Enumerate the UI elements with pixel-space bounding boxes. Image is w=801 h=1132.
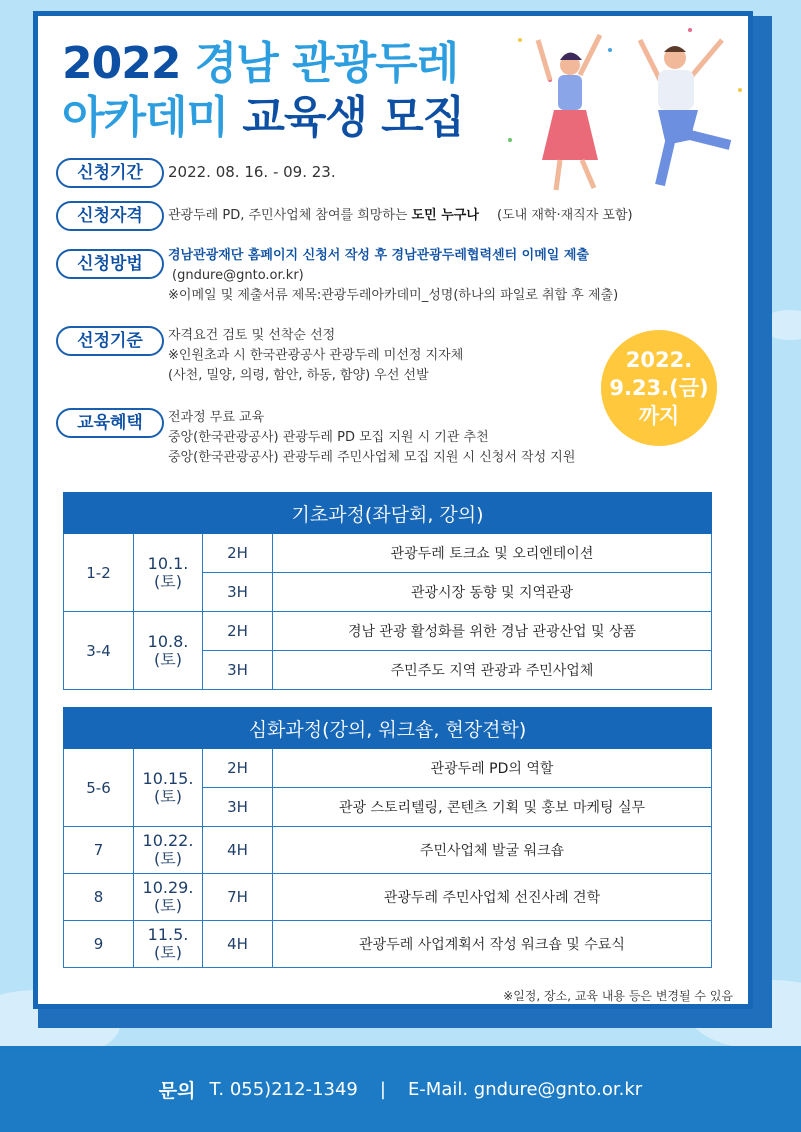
session-hours: 2H — [203, 534, 273, 573]
eligibility-value — [168, 206, 633, 226]
session-date: 10.8. (토) — [134, 612, 203, 690]
table-row — [64, 749, 712, 788]
label-education-benefits: 교육혜택 — [56, 408, 164, 438]
eligibility-bold: 도민 누구나 — [411, 208, 479, 223]
title-year: 2022 — [62, 38, 181, 89]
table-row — [64, 827, 712, 874]
contact-separator: | — [379, 1078, 386, 1100]
title-academy: 아카데미 — [62, 92, 229, 143]
session-hours: 4H — [203, 921, 273, 968]
title-region: 경남 관광두레 — [194, 38, 459, 89]
contact-phone[interactable]: T. 055)212-1349 — [209, 1078, 358, 1100]
session-number: 7 — [64, 827, 134, 874]
session-content: 관광시장 동향 및 지역관광 — [273, 573, 712, 612]
session-hours: 3H — [203, 788, 273, 827]
session-content: 주민사업체 발굴 워크숍 — [273, 827, 712, 874]
application-method-email[interactable]: (gndure@gnto.or.kr) — [172, 268, 304, 283]
session-hours: 4H — [203, 827, 273, 874]
basic-course-table — [63, 492, 712, 690]
basic-course-header: 기초과정(좌담회, 강의) — [64, 493, 712, 534]
table-row — [64, 874, 712, 921]
session-hours: 3H — [203, 651, 273, 690]
session-date: 10.29. (토) — [134, 874, 203, 921]
advanced-course-header: 심화과정(강의, 워크숍, 현장견학) — [64, 708, 712, 749]
session-date: 10.22. (토) — [134, 827, 203, 874]
title-recruit: 교육생 모집 — [242, 92, 465, 143]
session-date: 10.15. (토) — [134, 749, 203, 827]
education-benefits-line-2: 중앙(한국관광공사) 관광두레 PD 모집 지원 시 기관 추천 — [168, 430, 489, 445]
session-number: 5-6 — [64, 749, 134, 827]
contact-footer — [0, 1046, 801, 1132]
application-method-line-1: 경남관광재단 홈페이지 신청서 작성 후 경남관광두레협력센터 이메일 제출 — [168, 248, 589, 263]
session-number: 3-4 — [64, 612, 134, 690]
selection-criteria-line-2: ※인원초과 시 한국관광공사 관광두레 미선정 지자체 — [168, 348, 464, 363]
label-selection-criteria: 선정기준 — [56, 326, 164, 356]
session-content: 관광두레 PD의 역할 — [273, 749, 712, 788]
eligibility-post: (도내 재학·재직자 포함) — [497, 208, 633, 223]
session-date: 10.1. (토) — [134, 534, 203, 612]
session-date: 11.5. (토) — [134, 921, 203, 968]
label-application-method: 신청방법 — [56, 249, 164, 279]
application-method-text — [168, 246, 618, 306]
contact-label: 문의 — [158, 1079, 196, 1102]
eligibility-pre: 관광두레 PD, 주민사업체 참여를 희망하는 — [168, 208, 412, 223]
session-hours: 2H — [203, 749, 273, 788]
table-row — [64, 612, 712, 651]
selection-criteria-line-1: 자격요건 검토 및 선착순 선정 — [168, 328, 336, 343]
session-hours: 2H — [203, 612, 273, 651]
session-content: 관광 스토리텔링, 콘텐츠 기획 및 홍보 마케팅 실무 — [273, 788, 712, 827]
session-number: 8 — [64, 874, 134, 921]
deadline-date: 9.23.(금) — [609, 376, 709, 400]
table-row — [64, 534, 712, 573]
table-row — [64, 921, 712, 968]
label-eligibility: 신청자격 — [56, 201, 164, 231]
session-hours: 7H — [203, 874, 273, 921]
dancing-people-illustration — [490, 20, 750, 200]
deadline-until: 까지 — [638, 404, 680, 428]
title-line-2 — [62, 92, 465, 143]
education-benefits-text — [168, 408, 575, 468]
session-content: 경남 관광 활성화를 위한 경남 관광산업 및 상품 — [273, 612, 712, 651]
title-line-1 — [62, 38, 459, 89]
session-content: 관광두레 사업계획서 작성 워크숍 및 수료식 — [273, 921, 712, 968]
education-benefits-line-3: 중앙(한국관광공사) 관광두레 주민사업체 모집 지원 시 신청서 작성 지원 — [168, 450, 576, 465]
education-benefits-line-1: 전과정 무료 교육 — [168, 410, 265, 425]
schedule-change-note: ※일정, 장소, 교육 내용 등은 변경될 수 있음 — [503, 989, 733, 1003]
session-content: 관광두레 토크쇼 및 오리엔테이션 — [273, 534, 712, 573]
session-content: 관광두레 주민사업체 선진사례 견학 — [273, 874, 712, 921]
session-hours: 3H — [203, 573, 273, 612]
session-content: 주민주도 지역 관광과 주민사업체 — [273, 651, 712, 690]
deadline-badge — [601, 330, 717, 446]
label-application-period: 신청기간 — [56, 158, 164, 188]
selection-criteria-text — [168, 326, 463, 386]
advanced-course-table — [63, 707, 712, 968]
selection-criteria-line-3: (사천, 밀양, 의령, 함안, 하동, 함양) 우선 선발 — [168, 368, 429, 383]
session-number: 9 — [64, 921, 134, 968]
application-period-value: 2022. 08. 16. - 09. 23. — [168, 163, 336, 181]
deadline-year: 2022. — [625, 348, 693, 372]
session-number: 1-2 — [64, 534, 134, 612]
contact-email[interactable]: E-Mail. gndure@gnto.or.kr — [407, 1078, 643, 1100]
application-method-note: ※이메일 및 제출서류 제목:관광두레아카데미_성명(하나의 파일로 취합 후 제출) — [168, 288, 619, 303]
